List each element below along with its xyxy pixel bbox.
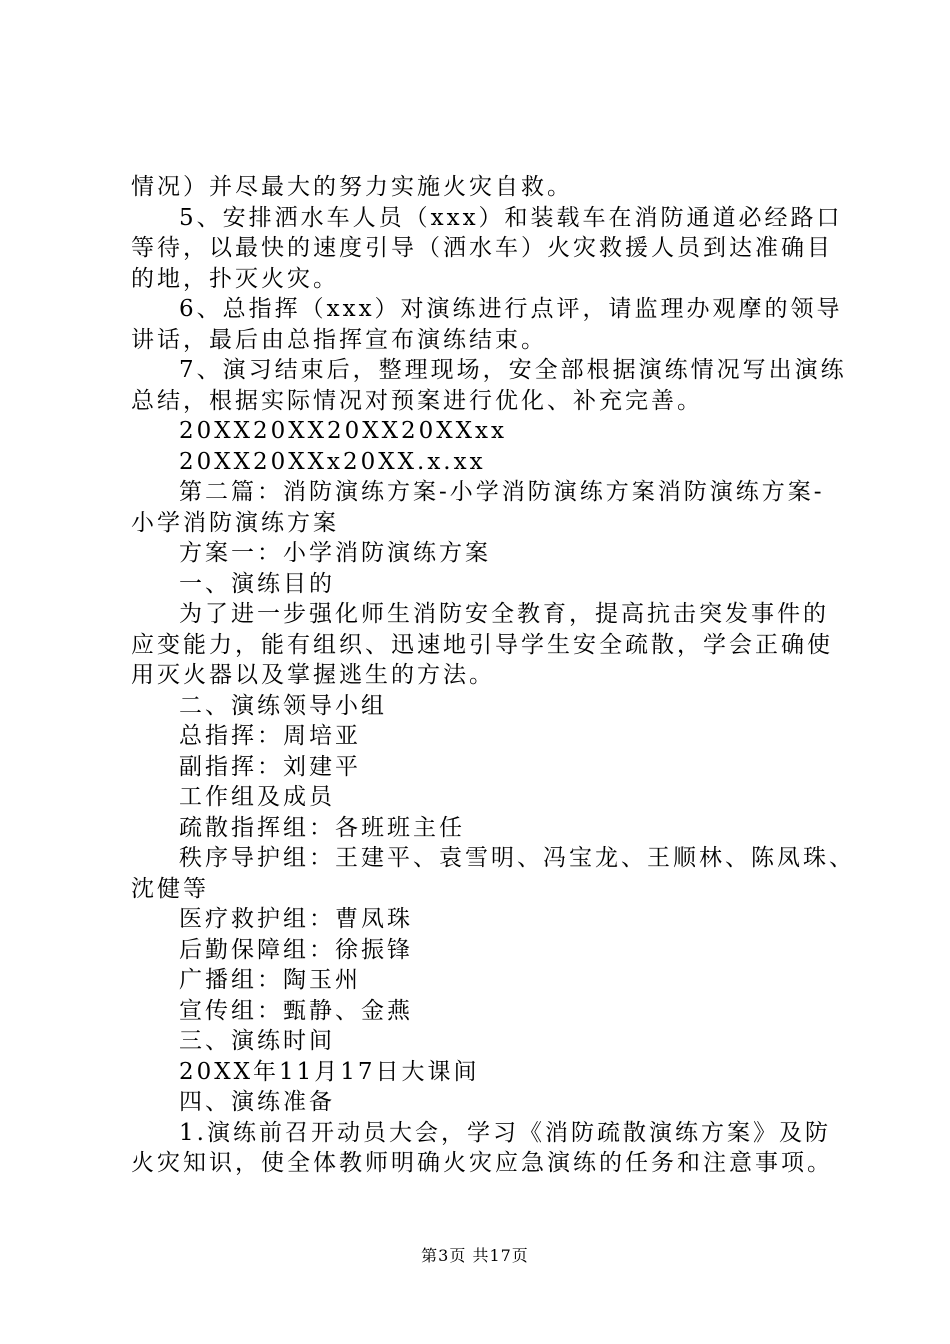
text-line: 的地，扑灭火灾。 [131, 265, 339, 292]
text-line: 副指挥：刘建平 [179, 753, 361, 780]
text-line: 为了进一步强化师生消防安全教育，提高抗击突发事件的 [179, 601, 829, 627]
text-line: 1.演练前召开动员大会，学习《消防疏散演练方案》及防 [179, 1119, 831, 1146]
text-line: 沈健等 [131, 875, 209, 902]
text-line: 后勤保障组：徐振锋 [179, 936, 413, 963]
text-line: 20XX20XX20XX20XXxx [179, 418, 508, 444]
text-line: 6、总指挥（xxx）对演练进行点评，请监理办观摩的领导 [179, 296, 843, 322]
text-line: 医疗救护组：曹凤珠 [179, 906, 413, 932]
text-line: 火灾知识，使全体教师明确火灾应急演练的任务和注意事项。 [131, 1150, 833, 1176]
text-line: 20XX20XXx20XX.x.xx [179, 448, 486, 475]
text-line: 宣传组：甄静、金燕 [179, 997, 413, 1024]
text-line: 等待，以最快的速度引导（洒水车）火灾救援人员到达准确目 [131, 235, 833, 261]
text-line: 三、演练时间 [179, 1028, 335, 1054]
text-line: 第二篇：消防演练方案-小学消防演练方案消防演练方案- [179, 479, 825, 505]
text-line: 小学消防演练方案 [131, 509, 339, 536]
text-line: 疏散指挥组：各班班主任 [179, 814, 465, 841]
text-line: 二、演练领导小组 [179, 692, 387, 719]
text-line: 方案一：小学消防演练方案 [179, 540, 491, 566]
text-line: 工作组及成员 [179, 784, 335, 810]
text-line: 5、安排洒水车人员（xxx）和装载车在消防通道必经路口 [179, 204, 843, 231]
text-line: 20XX年11月17日大课间 [179, 1058, 480, 1085]
text-line: 总结，根据实际情况对预案进行优化、补充完善。 [131, 387, 703, 414]
text-line: 广播组：陶玉州 [179, 967, 361, 993]
text-line: 秩序导护组：王建平、袁雪明、冯宝龙、王顺林、陈凤珠、 [179, 845, 855, 871]
text-line: 应变能力，能有组织、迅速地引导学生安全疏散，学会正确使 [131, 631, 833, 658]
page-footer: 第3页 共17页 [421, 1246, 529, 1265]
text-line: 一、演练目的 [179, 570, 335, 597]
text-line: 情况）并尽最大的努力实施火灾自救。 [131, 174, 573, 200]
text-line: 讲话，最后由总指挥宣布演练结束。 [131, 326, 547, 353]
text-line: 总指挥：周培亚 [179, 723, 361, 749]
document-body [131, 172, 855, 1179]
text-line: 7、演习结束后，整理现场，安全部根据演练情况写出演练 [179, 357, 847, 383]
text-line: 用灭火器以及掌握逃生的方法。 [131, 662, 495, 688]
text-line: 四、演练准备 [179, 1089, 335, 1115]
